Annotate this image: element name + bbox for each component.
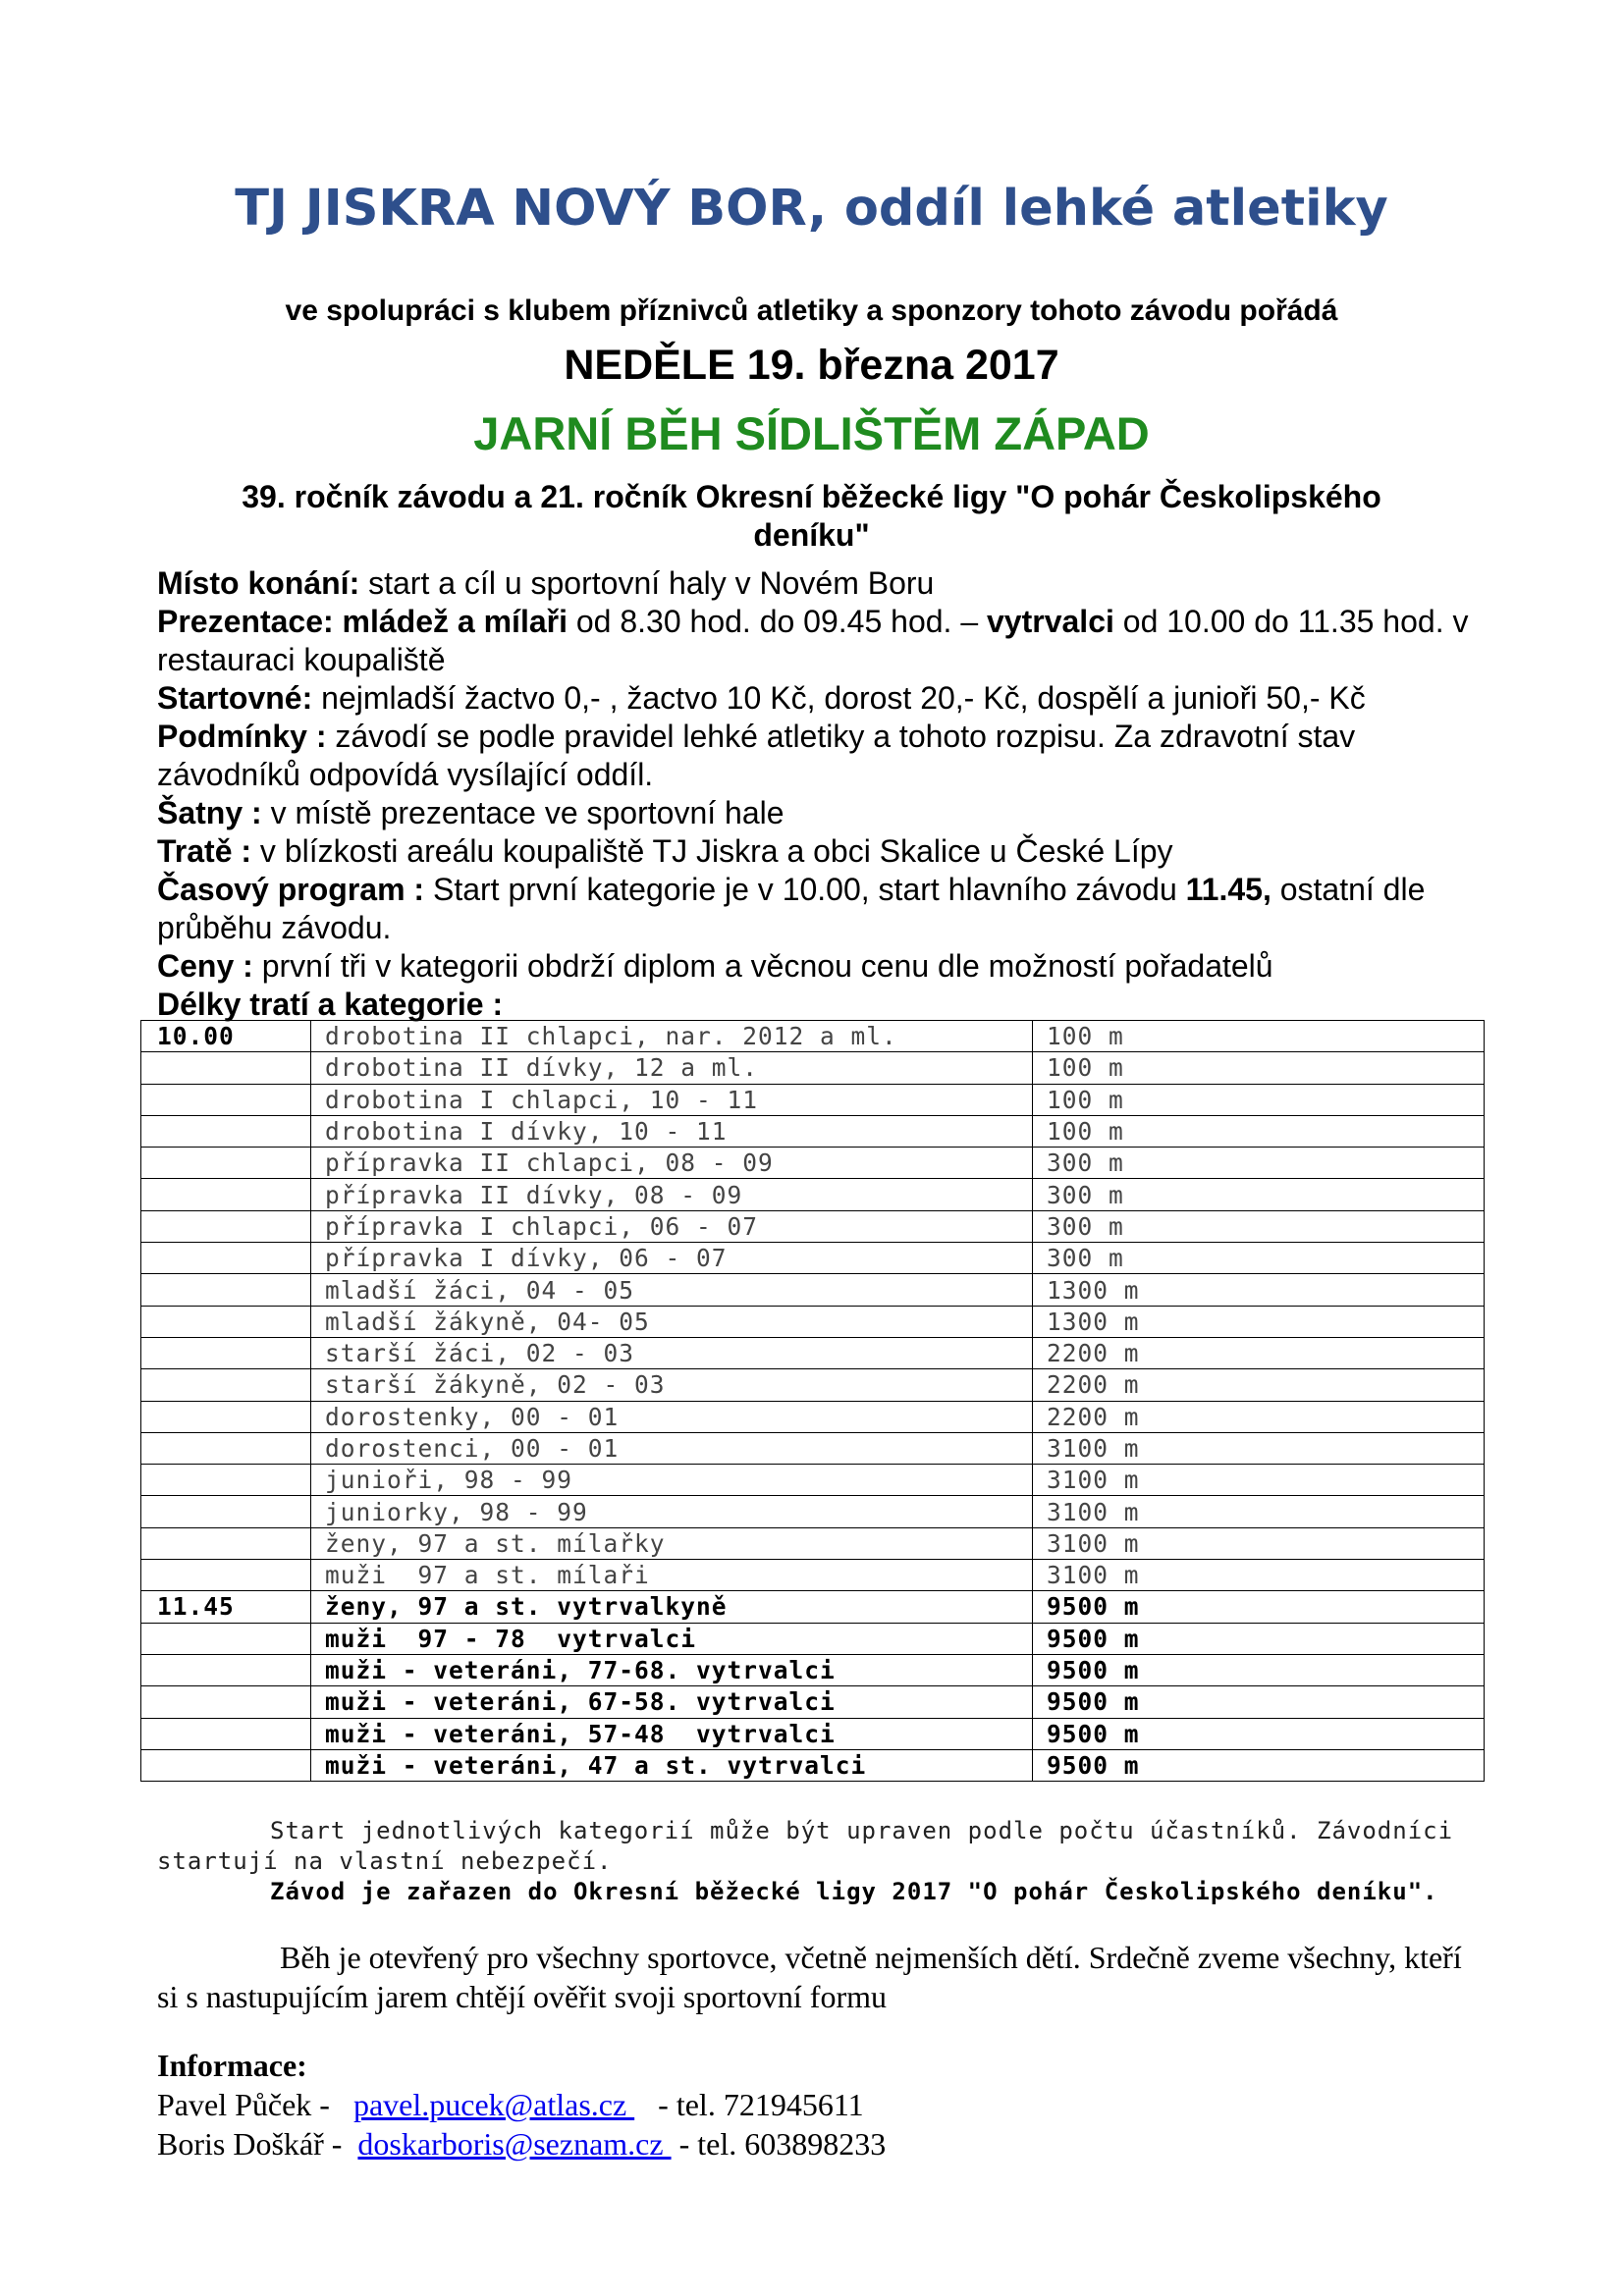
table-row: [141, 1686, 1485, 1718]
registration-label-2: vytrvalci: [987, 604, 1114, 639]
table-row: [141, 1243, 1485, 1274]
start-time-cell: [141, 1527, 311, 1559]
distance-cell: 9500 m: [1033, 1686, 1485, 1718]
changing-rooms-label: Šatny :: [157, 795, 262, 830]
schedule-text-2: ostatní dle průběhu závodu.: [157, 872, 1426, 945]
table-row: [141, 1591, 1485, 1623]
start-time-cell: [141, 1084, 311, 1115]
distance-cell: 3100 m: [1033, 1560, 1485, 1591]
table-row: [141, 1179, 1485, 1210]
category-cell: dorostenci, 00 - 01: [311, 1432, 1033, 1464]
venue-label: Místo konání:: [157, 565, 360, 601]
tracks-label: Tratě :: [157, 833, 252, 869]
start-time-cell: [141, 1623, 311, 1654]
conditions-text: závodí se podle pravidel lehké atletiky a tohoto rozpisu. Za zdravotní stav závodníků odpovídá vysílající oddíl.: [157, 719, 1356, 792]
table-row: [141, 1560, 1485, 1591]
distance-cell: 300 m: [1033, 1210, 1485, 1242]
contact-phone: - tel. 721945611: [634, 2087, 864, 2122]
category-cell: drobotina I chlapci, 10 - 11: [311, 1084, 1033, 1115]
categories-table: [140, 1020, 1485, 1782]
start-time-cell: [141, 1718, 311, 1749]
start-time-cell: [141, 1115, 311, 1147]
distance-cell: 300 m: [1033, 1179, 1485, 1210]
info-conditions: [157, 718, 1473, 794]
start-time-cell: [141, 1686, 311, 1718]
category-cell: muži 97 a st. mílaři: [311, 1560, 1033, 1591]
fee-text: nejmladší žactvo 0,- , žactvo 10 Kč, dorost 20,- Kč, dospělí a junioři 50,- Kč: [312, 680, 1366, 716]
category-cell: mladší žáci, 04 - 05: [311, 1274, 1033, 1306]
info-changing-rooms: [157, 794, 1473, 832]
category-cell: muži - veteráni, 77-68. vytrvalci: [311, 1654, 1033, 1685]
table-row: [141, 1369, 1485, 1401]
distance-cell: 2200 m: [1033, 1337, 1485, 1368]
schedule-label: Časový program :: [157, 872, 425, 907]
start-time-cell: [141, 1401, 311, 1432]
table-row: [141, 1718, 1485, 1749]
distance-cell: 100 m: [1033, 1052, 1485, 1084]
info-registration: [157, 603, 1473, 679]
table-row: [141, 1084, 1485, 1115]
category-cell: přípravka II dívky, 08 - 09: [311, 1179, 1033, 1210]
table-row: [141, 1623, 1485, 1654]
table-row: [141, 1306, 1485, 1337]
distance-cell: 3100 m: [1033, 1432, 1485, 1464]
category-cell: drobotina II dívky, 12 a ml.: [311, 1052, 1033, 1084]
start-time-cell: [141, 1496, 311, 1527]
registration-text-2: od 10.00 do 11.35 hod. v restauraci koupaliště: [157, 604, 1469, 677]
category-cell: drobotina II chlapci, nar. 2012 a ml.: [311, 1021, 1033, 1052]
category-cell: ženy, 97 a st. mílařky: [311, 1527, 1033, 1559]
categories-table-body: [141, 1021, 1485, 1782]
distance-cell: 1300 m: [1033, 1306, 1485, 1337]
table-row: [141, 1432, 1485, 1464]
info-prizes: [157, 947, 1473, 986]
league-note: Závod je zařazen do Okresní běžecké ligy 2017 "O pohár Českolipského deníku".: [270, 1878, 1438, 1905]
start-time-cell: [141, 1148, 311, 1179]
start-time-cell: [141, 1243, 311, 1274]
open-invitation: Běh je otevřený pro všechny sportovce, včetně nejmenších dětí. Srdečně zveme všechny, kteří si s nastupujícím jarem chtějí ověřit svoji sportovní formu: [157, 1940, 1462, 2014]
start-time-cell: [141, 1210, 311, 1242]
category-cell: muži - veteráni, 47 a st. vytrvalci: [311, 1749, 1033, 1781]
contact-phone: - tel. 603898233: [671, 2126, 887, 2162]
start-time-cell: [141, 1560, 311, 1591]
table-row: [141, 1527, 1485, 1559]
category-cell: přípravka I chlapci, 06 - 07: [311, 1210, 1033, 1242]
contact-name: Boris Doškář -: [157, 2126, 358, 2162]
prizes-label: Ceny :: [157, 948, 253, 984]
distance-cell: 3100 m: [1033, 1496, 1485, 1527]
category-cell: starší žákyně, 02 - 03: [311, 1369, 1033, 1401]
info-distances: [157, 986, 1473, 1024]
start-time-cell: [141, 1432, 311, 1464]
registration-label: Prezentace: mládež a mílaři: [157, 604, 568, 639]
fee-label: Startovné:: [157, 680, 313, 716]
distance-cell: 300 m: [1033, 1243, 1485, 1274]
distances-label: Délky tratí a kategorie :: [157, 987, 504, 1022]
category-cell: přípravka II chlapci, 08 - 09: [311, 1148, 1033, 1179]
edition-line: 39. ročník závodu a 21. ročník Okresní běžecké ligy "O pohár Českolipského deníku": [242, 479, 1381, 553]
category-cell: ženy, 97 a st. vytrvalkyně: [311, 1591, 1033, 1623]
start-time-cell: 10.00: [141, 1021, 311, 1052]
info-venue: [157, 564, 1473, 603]
schedule-text: Start první kategorie je v 10.00, start hlavního závodu: [424, 872, 1186, 907]
start-time-cell: [141, 1306, 311, 1337]
distance-cell: 3100 m: [1033, 1465, 1485, 1496]
changing-rooms-text: v místě prezentace ve sportovní hale: [261, 795, 784, 830]
info-tracks: [157, 832, 1473, 871]
start-time-cell: [141, 1749, 311, 1781]
start-time-cell: [141, 1337, 311, 1368]
category-cell: starší žáci, 02 - 03: [311, 1337, 1033, 1368]
table-row: [141, 1496, 1485, 1527]
category-cell: dorostenky, 00 - 01: [311, 1401, 1033, 1432]
distance-cell: 9500 m: [1033, 1591, 1485, 1623]
prizes-text: první tři v kategorii obdrží diplom a věcnou cenu dle možností pořadatelů: [252, 948, 1273, 984]
distance-cell: 300 m: [1033, 1148, 1485, 1179]
distance-cell: 100 m: [1033, 1084, 1485, 1115]
start-time-cell: [141, 1369, 311, 1401]
contact-row: [157, 2124, 1434, 2163]
start-time-cell: [141, 1179, 311, 1210]
start-time-cell: [141, 1274, 311, 1306]
start-note: Start jednotlivých kategorií může být upraven podle počtu účastníků. Závodníci startují na vlastní nebezpečí.: [157, 1817, 1454, 1875]
category-cell: přípravka I dívky, 06 - 07: [311, 1243, 1033, 1274]
category-cell: drobotina I dívky, 10 - 11: [311, 1115, 1033, 1147]
tracks-text: v blízkosti areálu koupaliště TJ Jiskra a obci Skalice u České Lípy: [251, 833, 1173, 869]
distance-cell: 9500 m: [1033, 1718, 1485, 1749]
info-fee: [157, 679, 1473, 718]
category-cell: junioři, 98 - 99: [311, 1465, 1033, 1496]
category-cell: muži - veteráni, 67-58. vytrvalci: [311, 1686, 1033, 1718]
category-cell: muži 97 - 78 vytrvalci: [311, 1623, 1033, 1654]
info-schedule: [157, 871, 1473, 947]
contact-email-link[interactable]: pavel.pucek@atlas.cz: [352, 2087, 635, 2122]
event-date: NEDĚLE 19. března 2017: [564, 342, 1059, 389]
table-row: [141, 1052, 1485, 1084]
distance-cell: 1300 m: [1033, 1274, 1485, 1306]
distance-cell: 9500 m: [1033, 1623, 1485, 1654]
table-row: [141, 1654, 1485, 1685]
contact-name: Pavel Půček -: [157, 2087, 353, 2122]
table-row: [141, 1210, 1485, 1242]
table-row: [141, 1115, 1485, 1147]
category-cell: mladší žákyně, 04- 05: [311, 1306, 1033, 1337]
notes-block: [157, 1816, 1483, 1907]
table-row: [141, 1148, 1485, 1179]
schedule-main-time: 11.45,: [1185, 872, 1271, 907]
start-time-cell: [141, 1052, 311, 1084]
table-row: [141, 1274, 1485, 1306]
org-title: TJ JISKRA NOVÝ BOR, oddíl lehké atletiky: [235, 180, 1388, 238]
distance-cell: 2200 m: [1033, 1401, 1485, 1432]
table-row: [141, 1749, 1485, 1781]
distance-cell: 9500 m: [1033, 1654, 1485, 1685]
contacts-block: [157, 2046, 1434, 2163]
distance-cell: 100 m: [1033, 1115, 1485, 1147]
contacts-heading: Informace:: [157, 2048, 307, 2083]
distance-cell: 100 m: [1033, 1021, 1485, 1052]
conditions-label: Podmínky :: [157, 719, 327, 754]
start-time-cell: 11.45: [141, 1591, 311, 1623]
subtitle: ve spolupráci s klubem příznivců atletiky a sponzory tohoto závodu pořádá: [285, 294, 1338, 327]
start-time-cell: [141, 1654, 311, 1685]
distance-cell: 3100 m: [1033, 1527, 1485, 1559]
race-name: JARNÍ BĚH SÍDLIŠTĚM ZÁPAD: [473, 407, 1150, 459]
distance-cell: 2200 m: [1033, 1369, 1485, 1401]
table-row: [141, 1465, 1485, 1496]
table-row: [141, 1337, 1485, 1368]
contact-email-link[interactable]: doskarboris@seznam.cz: [357, 2126, 672, 2162]
distance-cell: 9500 m: [1033, 1749, 1485, 1781]
category-cell: juniorky, 98 - 99: [311, 1496, 1033, 1527]
table-row: [141, 1401, 1485, 1432]
category-cell: muži - veteráni, 57-48 vytrvalci: [311, 1718, 1033, 1749]
venue-text: start a cíl u sportovní haly v Novém Boru: [359, 565, 935, 601]
registration-text: od 8.30 hod. do 09.45 hod. –: [567, 604, 987, 639]
start-time-cell: [141, 1465, 311, 1496]
table-row: [141, 1021, 1485, 1052]
contact-row: [157, 2085, 1434, 2124]
info-block: [157, 564, 1473, 1024]
